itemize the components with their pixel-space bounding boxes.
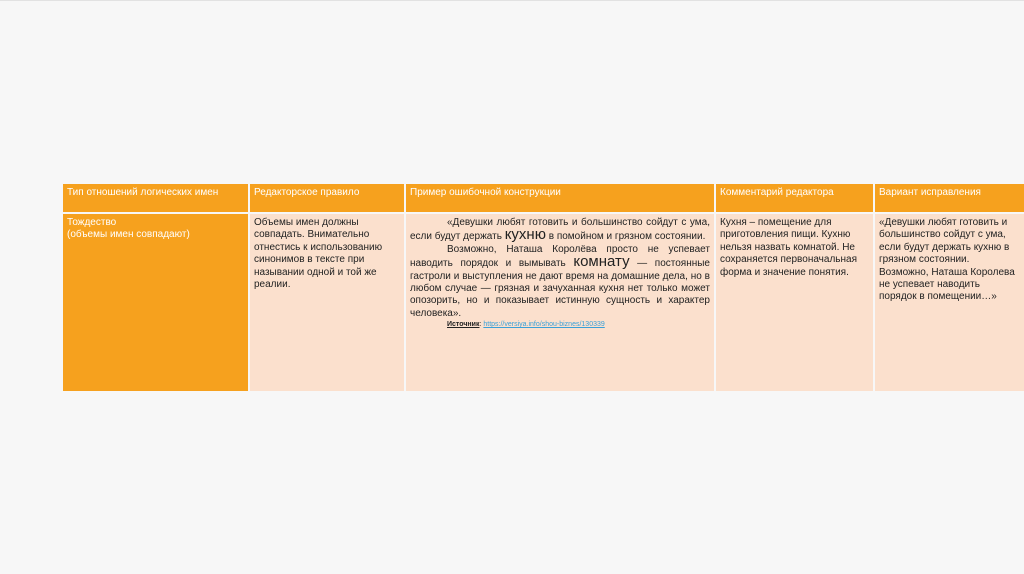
cell-error-example: [406, 214, 714, 391]
example-paragraph-2: [410, 244, 710, 320]
example-source: [410, 320, 710, 330]
example-text: «Девушки любят готовить и большинство сойдут с ума, если будут держать: [410, 217, 710, 243]
highlighted-word-kitchen: кухню: [504, 226, 546, 244]
editing-rules-table: [63, 184, 1024, 392]
header-editor-rule: Редакторское правило: [250, 184, 404, 212]
header-relation-type: Тип отношений логических имен: [63, 184, 248, 212]
relation-type-description: (объемы имен совпадают): [67, 229, 190, 241]
source-link[interactable]: https://versiya.info/shou-biznes/130339: [483, 321, 605, 329]
relation-type-name: Тождество: [67, 217, 117, 228]
source-separator: :: [479, 321, 484, 329]
example-text: Возможно, Наташа Королёва просто не успевает наводить порядок и вымывать: [410, 243, 710, 270]
example-text: в помойном и грязном состоянии.: [545, 231, 706, 243]
cell-correction: «Девушки любят готовить и большинство сойдут с ума, если будут держать кухню в грязном состоянии. Возможно, Наташа Королева не успевает наводить порядок в помещении…»: [875, 214, 1024, 391]
example-text: — постоянные гастроли и выступления не дают время на домашние дела, но в любом случае — грязная и зачуханная кухня нет только может опозорить, но и показывает истинную сущность и характер человека».: [410, 258, 710, 319]
header-correction: Вариант исправления: [875, 184, 1024, 212]
cell-editor-comment: Кухня – помещение для приготовления пищи. Кухню нельзя назвать комнатой. Не сохраняется первоначальная форма и значение понятия.: [716, 214, 873, 391]
highlighted-word-room: комнату: [573, 253, 630, 271]
cell-editor-rule: Объемы имен должны совпадать. Внимательно отнестись к использованию синонимов в тексте при назывании одной и той же реалии.: [250, 214, 404, 391]
cell-relation-type: [63, 214, 248, 391]
header-editor-comment: Комментарий редактора: [716, 184, 873, 212]
source-label: Источник: [447, 321, 480, 329]
header-error-example: Пример ошибочной конструкции: [406, 184, 714, 212]
example-paragraph-1: [410, 217, 710, 244]
